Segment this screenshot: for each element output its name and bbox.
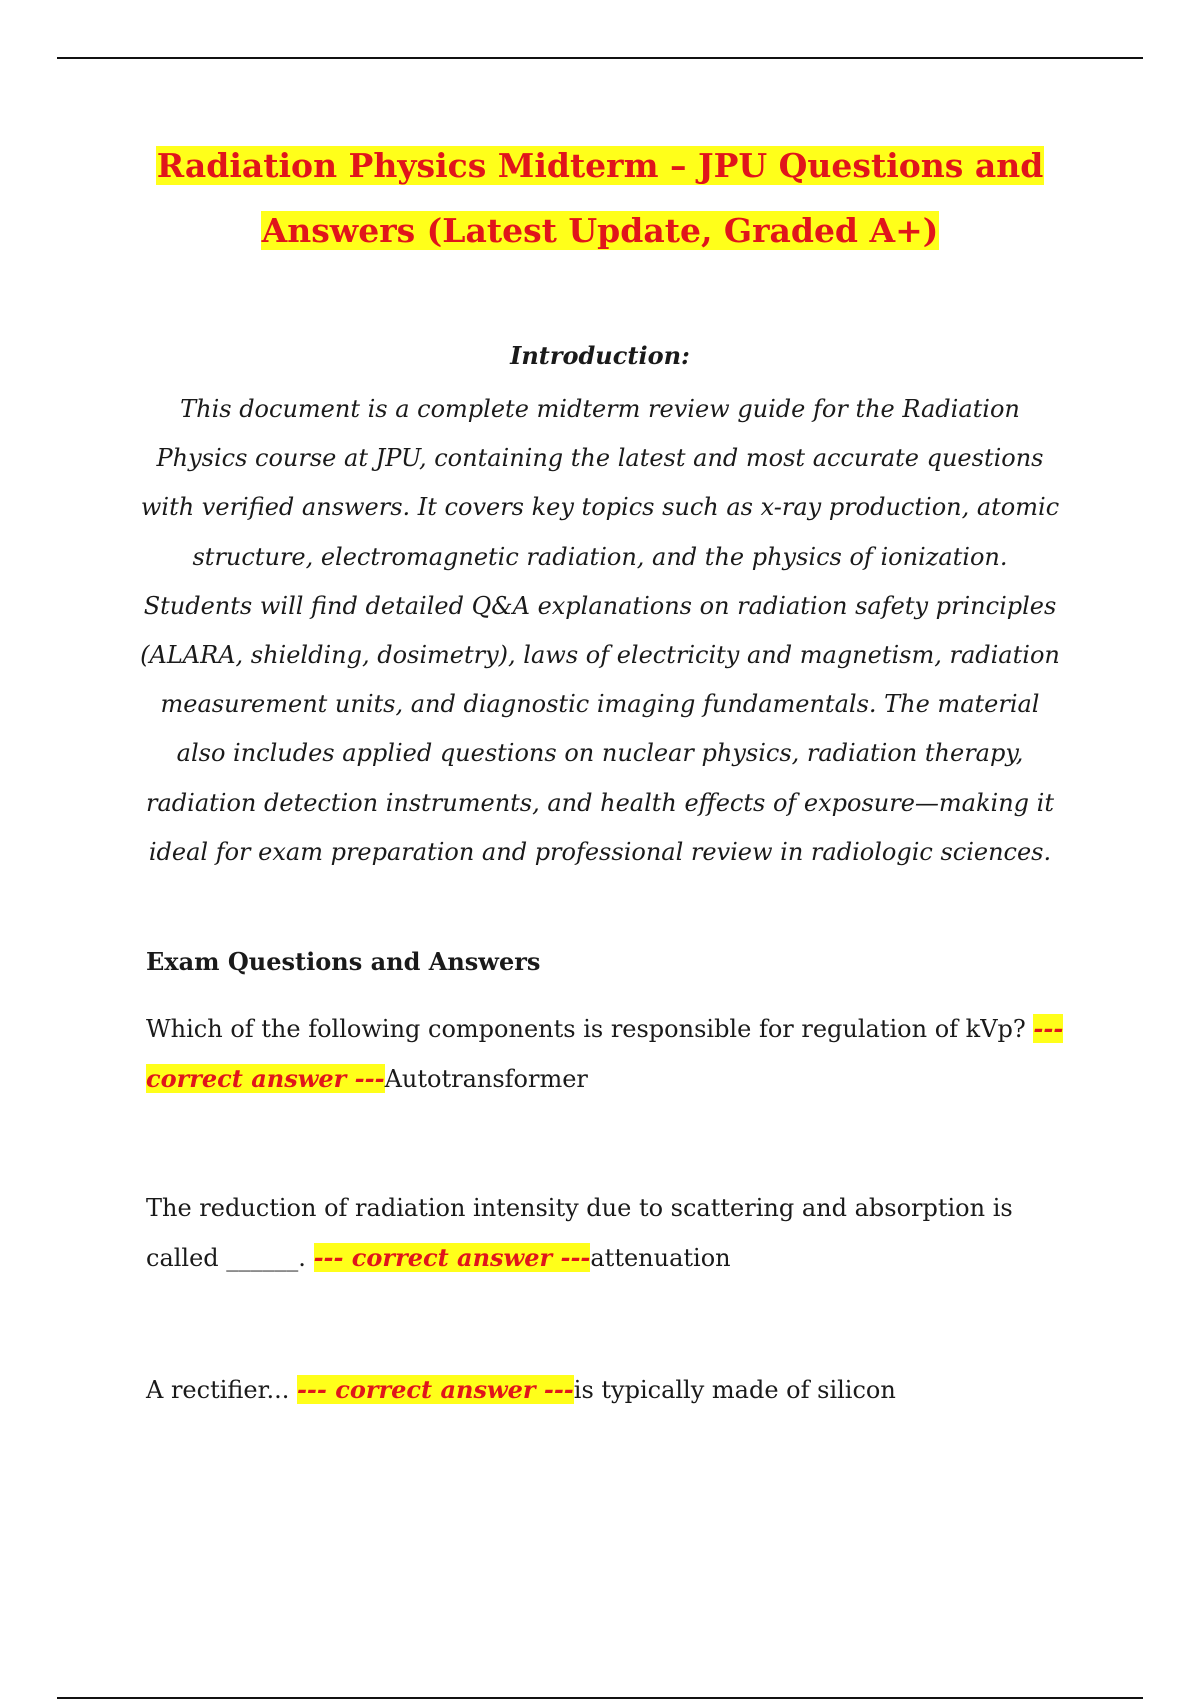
question-text: Which of the following components is responsible for regulation of kVp? xyxy=(146,1015,1034,1043)
answer-text: attenuation xyxy=(590,1244,731,1272)
qa-item-2 xyxy=(146,1184,1066,1283)
introduction-heading: Introduction: xyxy=(510,341,690,370)
top-rule xyxy=(57,57,1143,59)
correct-answer-marker: --- correct answer --- xyxy=(146,1014,1064,1093)
section-heading: Exam Questions and Answers xyxy=(146,947,541,976)
question-text: The reduction of radiation intensity due to scattering and absorption is called ______. xyxy=(146,1194,1013,1272)
title-line-1: Radiation Physics Midterm – JPU Questions and xyxy=(156,146,1044,185)
question-text: A rectifier... xyxy=(146,1376,297,1404)
qa-item-3 xyxy=(146,1365,1066,1415)
correct-answer-marker: --- correct answer --- xyxy=(313,1243,591,1272)
document-title xyxy=(100,133,1100,263)
introduction-body: This document is a complete midterm review guide for the Radiation Physics course at JPU, containing the latest and most accurate questions with verified answers. It covers key topics such as x-ray production, atomic structure, electromagnetic radiation, and the physics of ionization. Students will find detailed Q&A explanations on radiation safety principles (ALARA, shielding, dosimetry), laws of electricity and magnetism, radiation measurement units, and diagnostic imaging fundamentals. The material also includes applied questions on nuclear physics, radiation therapy, radiation detection instruments, and health effects of exposure—making it ideal for exam preparation and professional review in radiologic sciences. xyxy=(140,395,1060,866)
title-line-2: Answers (Latest Update, Graded A+) xyxy=(261,211,939,250)
answer-text: Autotransformer xyxy=(384,1065,588,1093)
correct-answer-marker: --- correct answer --- xyxy=(296,1375,574,1404)
qa-item-1 xyxy=(146,1004,1066,1104)
answer-text: is typically made of silicon xyxy=(573,1376,896,1404)
bottom-rule xyxy=(57,1697,1143,1699)
